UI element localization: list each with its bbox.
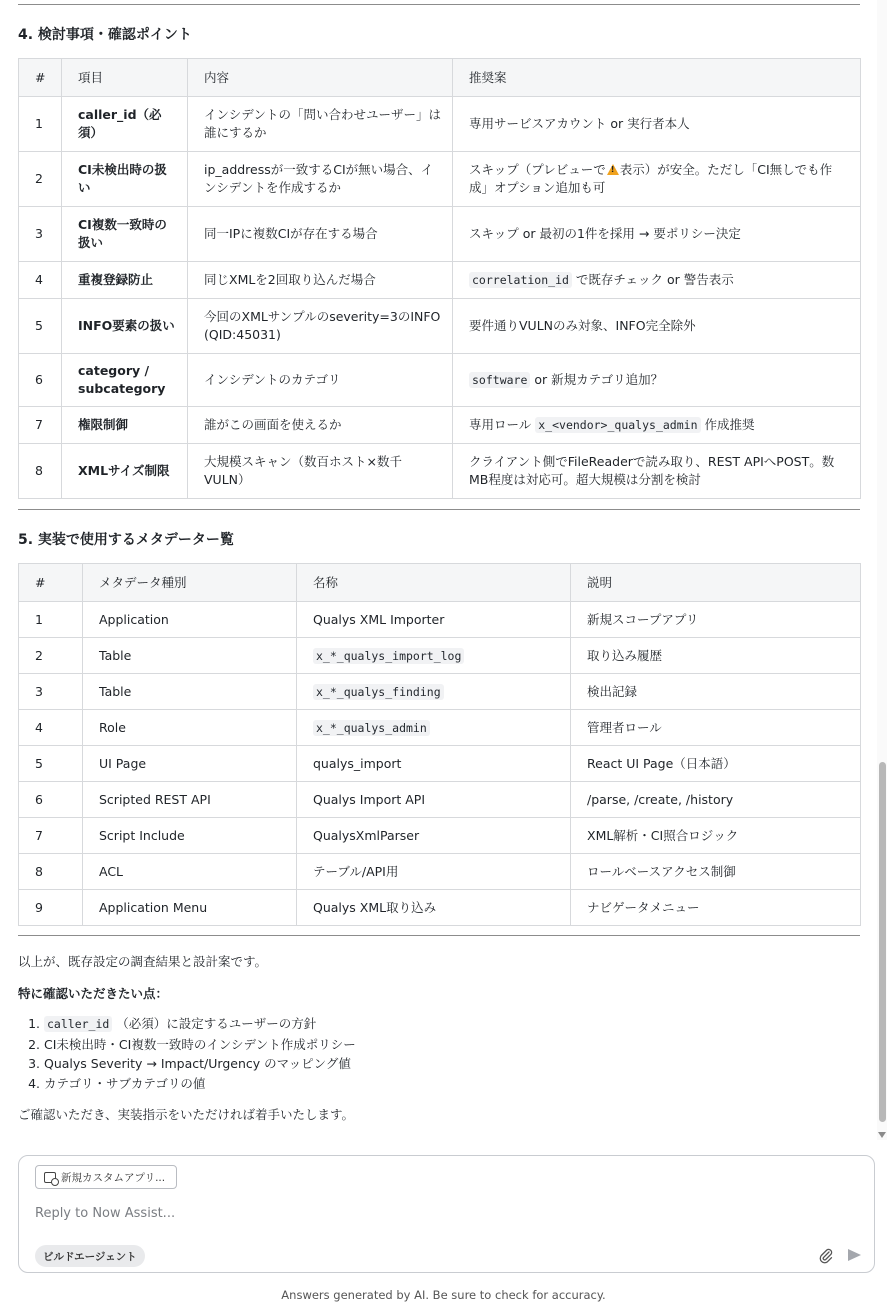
row-name: [297, 710, 571, 746]
table-row: [19, 710, 861, 746]
list-item: 4. カテゴリ・サブカテゴリの値: [44, 1074, 356, 1094]
row-num: 9: [19, 890, 83, 926]
row-num: 1: [19, 602, 83, 638]
row-name: qualys_import: [297, 746, 571, 782]
row-rec: 要件通りVULNのみ対象、INFO完全除外: [453, 299, 861, 354]
inline-code: x_*_qualys_import_log: [313, 648, 464, 664]
row-num: 1: [19, 97, 62, 152]
row-type: Table: [83, 674, 297, 710]
row-rec: クライアント側でFileReaderで読み取り、REST APIへPOST。数MB程度は対応可。超大規模は分割を検討: [453, 444, 861, 499]
inline-code: x_*_qualys_admin: [313, 720, 430, 736]
col-header-num: #: [19, 564, 83, 602]
row-name: Qualys XML取り込み: [297, 890, 571, 926]
rec-text: で既存チェック or 警告表示: [575, 272, 734, 287]
row-content: 同じXMLを2回取り込んだ場合: [188, 262, 453, 299]
app-icon: [44, 1172, 56, 1183]
table-row: [19, 638, 861, 674]
section5-title: 5. 実装で使用するメタデーター覧: [18, 532, 234, 548]
table-row: [19, 818, 861, 854]
row-content: インシデントのカテゴリ: [188, 354, 453, 407]
row-num: 3: [19, 674, 83, 710]
divider: [18, 935, 860, 936]
inline-code: correlation_id: [469, 272, 572, 288]
col-header-content: 内容: [188, 59, 453, 97]
rec-text: or 新規カテゴリ追加？: [534, 372, 664, 387]
row-desc: 取り込み履歴: [571, 638, 861, 674]
row-desc: 検出記録: [571, 674, 861, 710]
row-item: category / subcategory: [62, 354, 188, 407]
table-row: [19, 354, 861, 407]
table-row: [19, 674, 861, 710]
table-row: [19, 152, 861, 207]
row-num: 6: [19, 782, 83, 818]
table-row: [19, 782, 861, 818]
table-header-row: [19, 59, 861, 97]
row-num: 7: [19, 818, 83, 854]
row-item: CI複数一致時の扱い: [62, 207, 188, 262]
table-row: [19, 299, 861, 354]
row-num: 2: [19, 638, 83, 674]
context-chip-label: 新規カスタムアプリ...: [61, 1171, 166, 1184]
row-type: Script Include: [83, 818, 297, 854]
row-name: テーブル/API用: [297, 854, 571, 890]
row-name: [297, 638, 571, 674]
row-item: INFO要素の扱い: [62, 299, 188, 354]
row-desc: 管理者ロール: [571, 710, 861, 746]
row-num: 4: [19, 710, 83, 746]
row-type: UI Page: [83, 746, 297, 782]
rec-text: 表示）が安全。ただし「CI無しでも作成」オプション追加も可: [469, 162, 833, 195]
col-header-item: 項目: [62, 59, 188, 97]
row-rec: スキップ or 最初の1件を採用 → 要ポリシー決定: [453, 207, 861, 262]
summary-points-title: 特に確認いただきたい点：: [18, 986, 169, 1001]
list-item-text: （必須）に設定するユーザーの方針: [116, 1016, 317, 1031]
summary-closing: ご確認いただき、実装指示をいただければ着手いたします。: [18, 1107, 355, 1122]
inline-code: x_*_qualys_finding: [313, 684, 444, 700]
row-content: インシデントの「問い合わせユーザー」は誰にするか: [188, 97, 453, 152]
row-item: 権限制御: [62, 407, 188, 444]
row-content: 今回のXMLサンプルのseverity=3のINFO (QID:45031): [188, 299, 453, 354]
row-item: caller_id（必須）: [62, 97, 188, 152]
scrollbar[interactable]: [877, 0, 887, 1140]
row-name: QualysXmlParser: [297, 818, 571, 854]
row-desc: 新規スコープアプリ: [571, 602, 861, 638]
row-num: 8: [19, 444, 62, 499]
considerations-table: [18, 58, 861, 499]
table-header-row: [19, 564, 861, 602]
table-row: [19, 97, 861, 152]
row-num: 8: [19, 854, 83, 890]
table-row: [19, 890, 861, 926]
row-type: Application: [83, 602, 297, 638]
list-item: 3. Qualys Severity → Impact/Urgency のマッピング値: [44, 1054, 356, 1074]
col-header-rec: 推奨案: [453, 59, 861, 97]
context-chip[interactable]: [35, 1165, 177, 1189]
row-rec: [453, 407, 861, 444]
reply-composer: [18, 1155, 875, 1273]
send-icon[interactable]: [848, 1249, 861, 1261]
rec-text: スキップ（プレビューで: [469, 162, 606, 177]
row-num: 5: [19, 746, 83, 782]
row-desc: React UI Page（日本語）: [571, 746, 861, 782]
row-type: ACL: [83, 854, 297, 890]
divider: [18, 509, 860, 510]
row-name: [297, 674, 571, 710]
row-num: 7: [19, 407, 62, 444]
row-item: XMLサイズ制限: [62, 444, 188, 499]
warning-icon: [607, 164, 619, 175]
table-row: [19, 207, 861, 262]
row-type: Table: [83, 638, 297, 674]
metadata-table: [18, 563, 861, 926]
agent-selector[interactable]: ビルドエージェント: [35, 1245, 145, 1267]
row-type: Role: [83, 710, 297, 746]
ai-disclaimer: Answers generated by AI. Be sure to check for accuracy.: [281, 1288, 606, 1302]
table-row: [19, 746, 861, 782]
rec-text: 専用ロール: [469, 417, 532, 432]
section4-title: 4. 検討事項・確認ポイント: [18, 27, 192, 43]
row-num: 5: [19, 299, 62, 354]
row-num: 2: [19, 152, 62, 207]
row-content: 同一IPに複数CIが存在する場合: [188, 207, 453, 262]
row-rec: 専用サービスアカウント or 実行者本人: [453, 97, 861, 152]
row-type: Scripted REST API: [83, 782, 297, 818]
list-item: 2. CI未検出時・CI複数一致時のインシデント作成ポリシー: [44, 1035, 356, 1055]
row-item: CI未検出時の扱い: [62, 152, 188, 207]
divider: [18, 4, 860, 5]
confirmation-points-list: [18, 1014, 356, 1093]
inline-code: x_<vendor>_qualys_admin: [535, 417, 700, 433]
row-rec: [453, 354, 861, 407]
row-desc: ロールベースアクセス制御: [571, 854, 861, 890]
row-name: Qualys Import API: [297, 782, 571, 818]
table-row: [19, 407, 861, 444]
col-header-desc: 説明: [571, 564, 861, 602]
row-desc: XML解析・CI照合ロジック: [571, 818, 861, 854]
row-item: 重複登録防止: [62, 262, 188, 299]
row-content: 大規模スキャン（数百ホスト×数千VULN）: [188, 444, 453, 499]
table-row: [19, 602, 861, 638]
row-desc: /parse, /create, /history: [571, 782, 861, 818]
row-content: ip_addressが一致するCIが無い場合、インシデントを作成するか: [188, 152, 453, 207]
scroll-down-icon[interactable]: [878, 1132, 886, 1138]
inline-code: caller_id: [44, 1016, 112, 1032]
row-content: 誰がこの画面を使えるか: [188, 407, 453, 444]
row-num: 6: [19, 354, 62, 407]
row-desc: ナビゲータメニュー: [571, 890, 861, 926]
summary-intro: 以上が、既存設定の調査結果と設計案です。: [18, 954, 268, 969]
row-type: Application Menu: [83, 890, 297, 926]
table-row: [19, 854, 861, 890]
col-header-num: #: [19, 59, 62, 97]
scrollbar-thumb[interactable]: [879, 762, 886, 1122]
reply-input[interactable]: [35, 1206, 815, 1221]
list-item: [44, 1014, 356, 1035]
inline-code: software: [469, 372, 530, 388]
col-header-type: メタデータ種別: [83, 564, 297, 602]
row-rec: [453, 262, 861, 299]
row-num: 4: [19, 262, 62, 299]
table-row: [19, 262, 861, 299]
col-header-name: 名称: [297, 564, 571, 602]
rec-text: 作成推奨: [704, 417, 755, 432]
row-name: Qualys XML Importer: [297, 602, 571, 638]
row-rec: [453, 152, 861, 207]
row-num: 3: [19, 207, 62, 262]
paperclip-icon[interactable]: [819, 1248, 833, 1264]
table-row: [19, 444, 861, 499]
